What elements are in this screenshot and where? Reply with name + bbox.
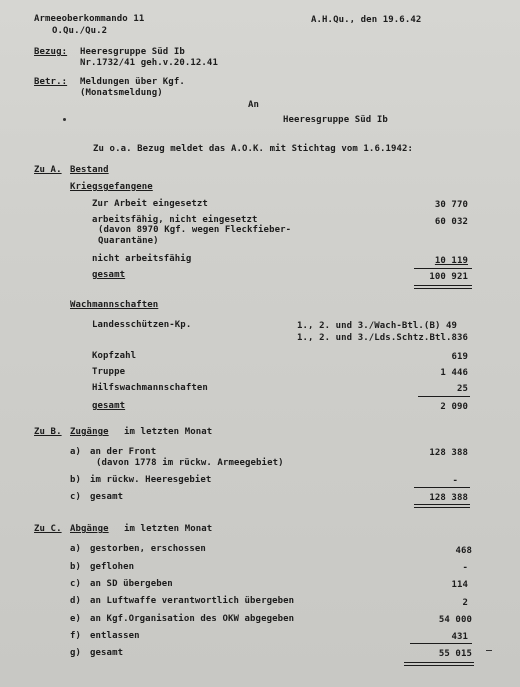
abgang-key: f) (70, 631, 82, 641)
place-date: A.H.Qu., den 19.6.42 (311, 15, 422, 25)
zugang-key: c) (70, 492, 82, 502)
abgang-key: a) (70, 544, 82, 554)
abgang-value: 431 (451, 632, 468, 642)
kgf-row-label: nicht arbeitsfähig (92, 254, 192, 264)
abgang-key: e) (70, 614, 82, 624)
recipient-name: Heeresgruppe Süd Ib (283, 115, 388, 125)
zugang-label: im rückw. Heeresgebiet (90, 475, 212, 485)
lsk-label: Landesschützen-Kp. (92, 320, 192, 330)
total-double-rule (404, 662, 474, 666)
lsk-units-line1: 1., 2. und 3./Wach-Btl.(B) 49 (297, 321, 458, 331)
abgang-label: gestorben, erschossen (90, 544, 206, 554)
kgf-total-label: gesamt (92, 270, 126, 280)
sum-rule (414, 268, 472, 269)
wach-row-value: 25 (456, 384, 468, 394)
wach-total-value: 2 090 (440, 402, 468, 412)
kgf-row-value: 30 770 (434, 200, 468, 210)
intro-line: Zu o.a. Bezug meldet das A.O.K. mit Stichtag vom 1.6.1942: (93, 144, 414, 154)
section-a-label: Zu A. (34, 165, 62, 175)
kgf-row-label: arbeitsfähig, nicht eingesetzt (92, 215, 258, 225)
betr-label: Betr.: (34, 77, 68, 87)
kgf-row-label: (davon 8970 Kgf. wegen Fleckfieber- (98, 225, 292, 235)
abgang-value: 114 (451, 580, 468, 590)
abgang-label: geflohen (90, 562, 135, 572)
wach-title: Wachmannschaften (70, 300, 159, 310)
sum-rule (410, 643, 472, 644)
kgf-row-label: Zur Arbeit eingesetzt (92, 199, 208, 209)
section-b-label: Zu B. (34, 427, 62, 437)
abgang-key: c) (70, 579, 82, 589)
betr-line2: (Monatsmeldung) (80, 88, 163, 98)
betr-line1: Meldungen über Kgf. (80, 77, 185, 87)
zugang-key: b) (70, 475, 82, 485)
zugang-label: an der Front (90, 447, 157, 457)
recipient-an: An (248, 100, 260, 110)
abgang-label: an SD übergeben (90, 579, 173, 589)
lsk-units-line2: 1., 2. und 3./Lds.Schtz.Btl.836 (297, 333, 469, 343)
wach-row-label: Kopfzahl (92, 351, 137, 361)
wach-row-label: Truppe (92, 367, 126, 377)
wach-total-label: gesamt (92, 401, 126, 411)
section-b-title-rest: im letzten Monat (124, 427, 213, 437)
wach-row-label: Hilfswachmannschaften (92, 383, 208, 393)
abgang-value: 54 000 (438, 615, 472, 625)
abgang-label: gesamt (90, 648, 124, 658)
bezug-label: Bezug: (34, 47, 68, 57)
abgang-key: d) (70, 596, 82, 606)
office-department: O.Qu./Qu.2 (52, 26, 108, 36)
abgang-label: an Luftwaffe verantwortlich übergeben (90, 596, 295, 606)
section-c-title-rest: im letzten Monat (124, 524, 213, 534)
zugang-value: - (452, 476, 458, 486)
kgf-total-value: 100 921 (429, 272, 468, 282)
margin-tick (486, 650, 492, 652)
bezug-line1: Heeresgruppe Süd Ib (80, 47, 185, 57)
zugang-label: (davon 1778 im rückw. Armeegebiet) (96, 458, 284, 468)
bezug-line2: Nr.1732/41 geh.v.20.12.41 (80, 58, 218, 68)
wach-row-value: 1 446 (440, 368, 468, 378)
section-a-title: Bestand (70, 165, 109, 175)
section-b-title: Zugänge (70, 427, 109, 437)
zugang-total-value: 128 388 (429, 493, 468, 503)
sum-rule (418, 396, 470, 397)
zugang-key: a) (70, 447, 82, 457)
abgang-key: g) (70, 648, 82, 658)
stray-dot (63, 118, 66, 121)
office-name: Armeeoberkommando 11 (34, 14, 145, 24)
abgang-total-value: 55 015 (438, 649, 472, 659)
section-c-title: Abgänge (70, 524, 109, 534)
abgang-key: b) (70, 562, 82, 572)
zugang-label: gesamt (90, 492, 124, 502)
abgang-value: 2 (462, 598, 468, 608)
kgf-row-value: 60 032 (434, 217, 468, 227)
kgf-row-label: Quarantäne) (98, 236, 159, 246)
total-double-rule (414, 504, 470, 508)
zugang-value: 128 388 (429, 448, 468, 458)
abgang-value: 468 (455, 546, 472, 556)
wach-row-value: 619 (451, 352, 468, 362)
abgang-label: an Kgf.Organisation des OKW abgegeben (90, 614, 295, 624)
kgf-title: Kriegsgefangene (70, 182, 153, 192)
abgang-value: - (462, 563, 468, 573)
sum-rule (414, 487, 470, 488)
abgang-label: entlassen (90, 631, 140, 641)
section-c-label: Zu C. (34, 524, 62, 534)
total-double-rule (414, 285, 472, 289)
kgf-row-value: 10 119 (434, 256, 468, 266)
